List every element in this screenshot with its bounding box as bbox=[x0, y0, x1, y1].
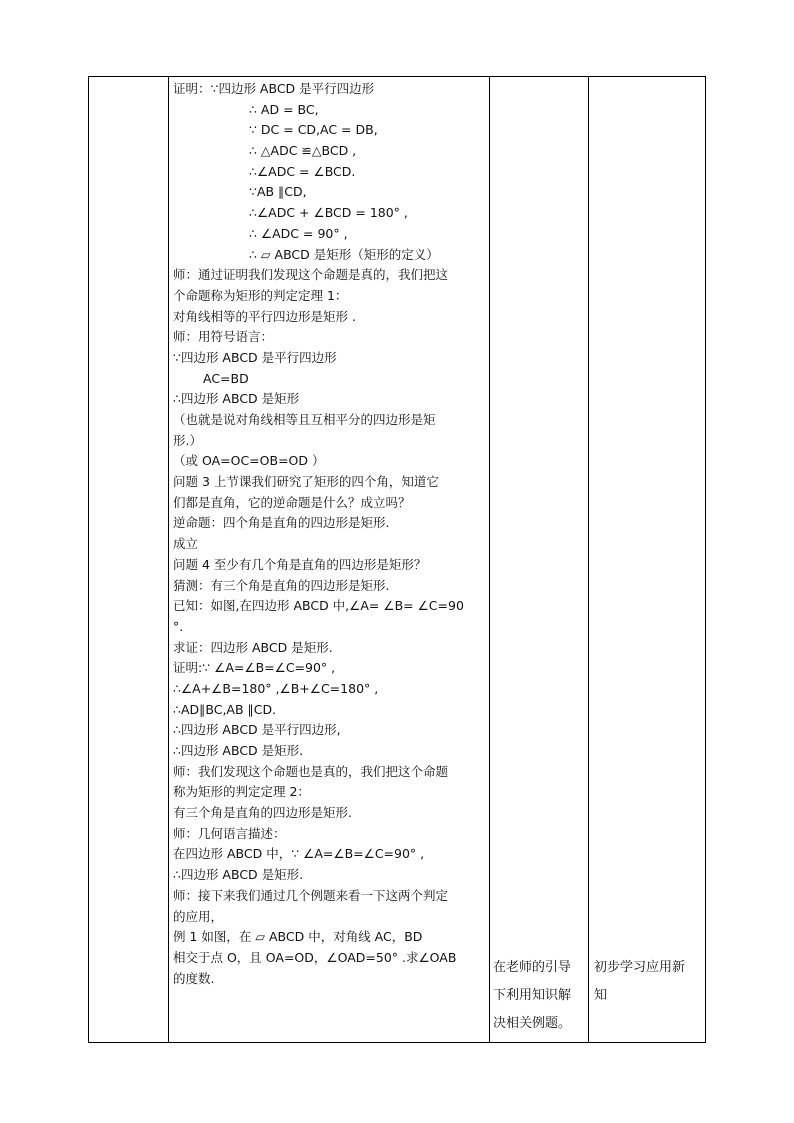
content-line: 问题 3 上节课我们研究了矩形的四个角，知道它 bbox=[173, 474, 439, 490]
lesson-table bbox=[88, 76, 706, 1043]
content-line: 个命题称为矩形的判定定理 1： bbox=[173, 287, 348, 303]
content-line: 师：接下来我们通过几个例题来看一下这两个判定 bbox=[173, 887, 449, 903]
content-line: ∴四边形 ABCD 是矩形. bbox=[173, 867, 304, 883]
content-line: 问题 4 至少有几个角是直角的四边形是矩形？ bbox=[173, 556, 427, 572]
content-line: 猜测：有三个角是直角的四边形是矩形. bbox=[173, 577, 390, 593]
design-intent-line: 初步学习应用新 bbox=[594, 960, 686, 975]
content-line: 的应用， bbox=[173, 908, 224, 924]
design-intent-line: 知 bbox=[594, 988, 608, 1003]
content-line: 证明：∵四边形 ABCD 是平行四边形 bbox=[173, 81, 375, 96]
content-line: 称为矩形的判定定理 2： bbox=[173, 784, 310, 800]
content-line: ∴ ∠ADC = 90° , bbox=[249, 225, 348, 241]
content-line: 师：我们发现这个命题也是真的，我们把这个命题 bbox=[173, 763, 449, 779]
content-line: ∴∠ADC + ∠BCD = 180° , bbox=[249, 205, 408, 221]
content-line: ∵ DC = CD,AC = DB, bbox=[249, 122, 378, 138]
content-line: ∴四边形 ABCD 是矩形 bbox=[173, 391, 300, 407]
column-divider-1 bbox=[168, 77, 169, 1042]
content-line: AC=BD bbox=[203, 370, 249, 386]
content-line: （或 OA=OC=OB=OD ） bbox=[173, 453, 325, 469]
content-line: ∴ AD = BC, bbox=[249, 101, 319, 117]
content-line: ∴AD∥BC,AB ∥CD. bbox=[173, 701, 277, 717]
column-divider-2 bbox=[489, 77, 490, 1042]
content-line: 已知：如图,在四边形 ABCD 中,∠A= ∠B= ∠C=90 bbox=[173, 598, 464, 614]
content-line: °. bbox=[173, 618, 184, 634]
content-line: ∴∠ADC = ∠BCD. bbox=[249, 163, 356, 179]
content-line: 师：通过证明我们发现这个命题是真的，我们把这 bbox=[173, 267, 449, 283]
content-line: （也就是说对角线相等且互相平分的四边形是矩 bbox=[173, 412, 436, 427]
content-line: 逆命题：四个角是直角的四边形是矩形. bbox=[173, 515, 390, 531]
student-activity-cell bbox=[493, 954, 585, 1038]
content-line: 在四边形 ABCD 中，∵ ∠A=∠B=∠C=90° , bbox=[173, 846, 425, 862]
content-line: ∴四边形 ABCD 是平行四边形, bbox=[173, 722, 341, 738]
content-line: 对角线相等的平行四边形是矩形 . bbox=[173, 308, 356, 324]
content-line: 师：几何语言描述： bbox=[173, 825, 286, 841]
content-line: 例 1 如图，在 ▱ ABCD 中，对角线 AC，BD bbox=[173, 929, 423, 945]
column-divider-3 bbox=[588, 77, 589, 1042]
student-activity-line: 决相关例题。 bbox=[493, 1016, 572, 1031]
content-line: 相交于点 O，且 OA=OD，∠OAD=50° .求∠OAB bbox=[173, 949, 457, 965]
content-line: 求证：四边形 ABCD 是矩形. bbox=[173, 639, 333, 655]
content-line: ∵四边形 ABCD 是平行四边形 bbox=[173, 349, 337, 365]
student-activity-line: 在老师的引导 bbox=[493, 960, 572, 975]
content-line: 成立 bbox=[173, 536, 199, 552]
design-intent-cell bbox=[594, 954, 704, 1010]
content-line: 师：用符号语言： bbox=[173, 329, 274, 345]
content-line: 的度数. bbox=[173, 970, 215, 986]
content-line: ∴四边形 ABCD 是矩形. bbox=[173, 743, 304, 758]
content-line: ∴∠A+∠B=180° ,∠B+∠C=180° , bbox=[173, 680, 379, 696]
content-line: 证明:∵ ∠A=∠B=∠C=90° , bbox=[173, 660, 336, 676]
content-line: 们都是直角，它的逆命题是什么？成立吗？ bbox=[173, 494, 411, 510]
content-line: ∵AB ∥CD, bbox=[249, 184, 307, 200]
content-line: 形.） bbox=[173, 432, 202, 448]
content-line: ∴ △ADC ≌△BCD , bbox=[249, 143, 357, 159]
teaching-content-cell bbox=[173, 79, 485, 989]
content-line: 有三个角是直角的四边形是矩形. bbox=[173, 805, 352, 821]
content-line: ∴ ▱ ABCD 是矩形（矩形的定义） bbox=[249, 246, 439, 262]
student-activity-line: 下利用知识解 bbox=[493, 988, 572, 1003]
